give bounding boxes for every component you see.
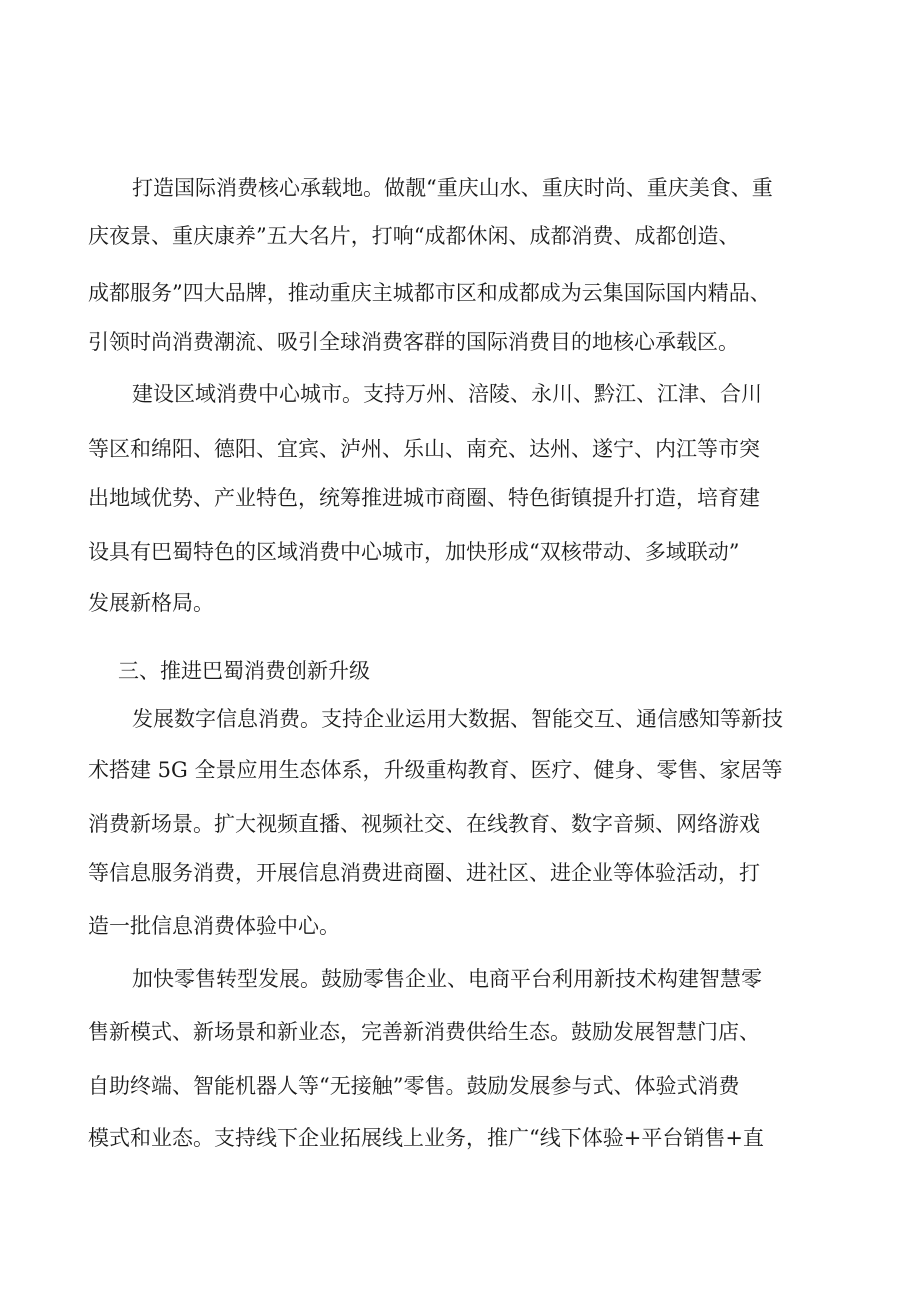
paragraph-2-line-3: 出地域优势、产业特色，统筹推进城市商圈、特色街镇提升打造，培育建	[88, 486, 760, 510]
section-heading: 三、推进巴蜀消费创新升级	[118, 659, 370, 683]
paragraph-4-line-1: 加快零售转型发展。鼓励零售企业、电商平台利用新技术构建智慧零	[132, 967, 762, 991]
paragraph-4-line-2: 售新模式、新场景和新业态，完善新消费供给生态。鼓励发展智慧门店、	[88, 1020, 760, 1044]
paragraph-3-line-5: 造一批信息消费体验中心。	[88, 914, 340, 938]
paragraph-2-line-2: 等区和绵阳、德阳、宜宾、泸州、乐山、南充、达州、遂宁、内江等市突	[88, 437, 760, 461]
paragraph-1-line-2: 庆夜景、重庆康养”五大名片，打响“成都休闲、成都消费、成都创造、	[88, 224, 740, 248]
paragraph-1-line-4: 引领时尚消费潮流、吸引全球消费客群的国际消费目的地核心承载区。	[88, 330, 739, 354]
paragraph-1-line-1: 打造国际消费核心承载地。做靓“重庆山水、重庆时尚、重庆美食、重	[132, 176, 773, 200]
paragraph-2-line-1: 建设区域消费中心城市。支持万州、涪陵、永川、黔江、江津、合川	[132, 382, 762, 406]
paragraph-2-line-4: 设具有巴蜀特色的区域消费中心城市，加快形成“双核带动、多域联动”	[88, 540, 740, 564]
paragraph-4-line-3: 自助终端、智能机器人等“无接触”零售。鼓励发展参与式、体验式消费	[88, 1074, 740, 1098]
paragraph-3-line-3: 消费新场景。扩大视频直播、视频社交、在线教育、数字音频、网络游戏	[88, 812, 760, 836]
paragraph-2-line-5: 发展新格局。	[88, 591, 214, 615]
paragraph-3-line-1: 发展数字信息消费。支持企业运用大数据、智能交互、通信感知等新技	[132, 707, 783, 731]
paragraph-1-line-3: 成都服务”四大品牌，推动重庆主城都市区和成都成为云集国际国内精品、	[88, 281, 771, 305]
paragraph-4-line-4: 模式和业态。支持线下企业拓展线上业务，推广“线下体验+平台销售+直	[88, 1126, 764, 1150]
paragraph-3-line-2: 术搭建 5G 全景应用生态体系，升级重构教育、医疗、健身、零售、家居等	[88, 758, 783, 782]
paragraph-3-line-4: 等信息服务消费，开展信息消费进商圈、进社区、进企业等体验活动，打	[88, 861, 760, 885]
